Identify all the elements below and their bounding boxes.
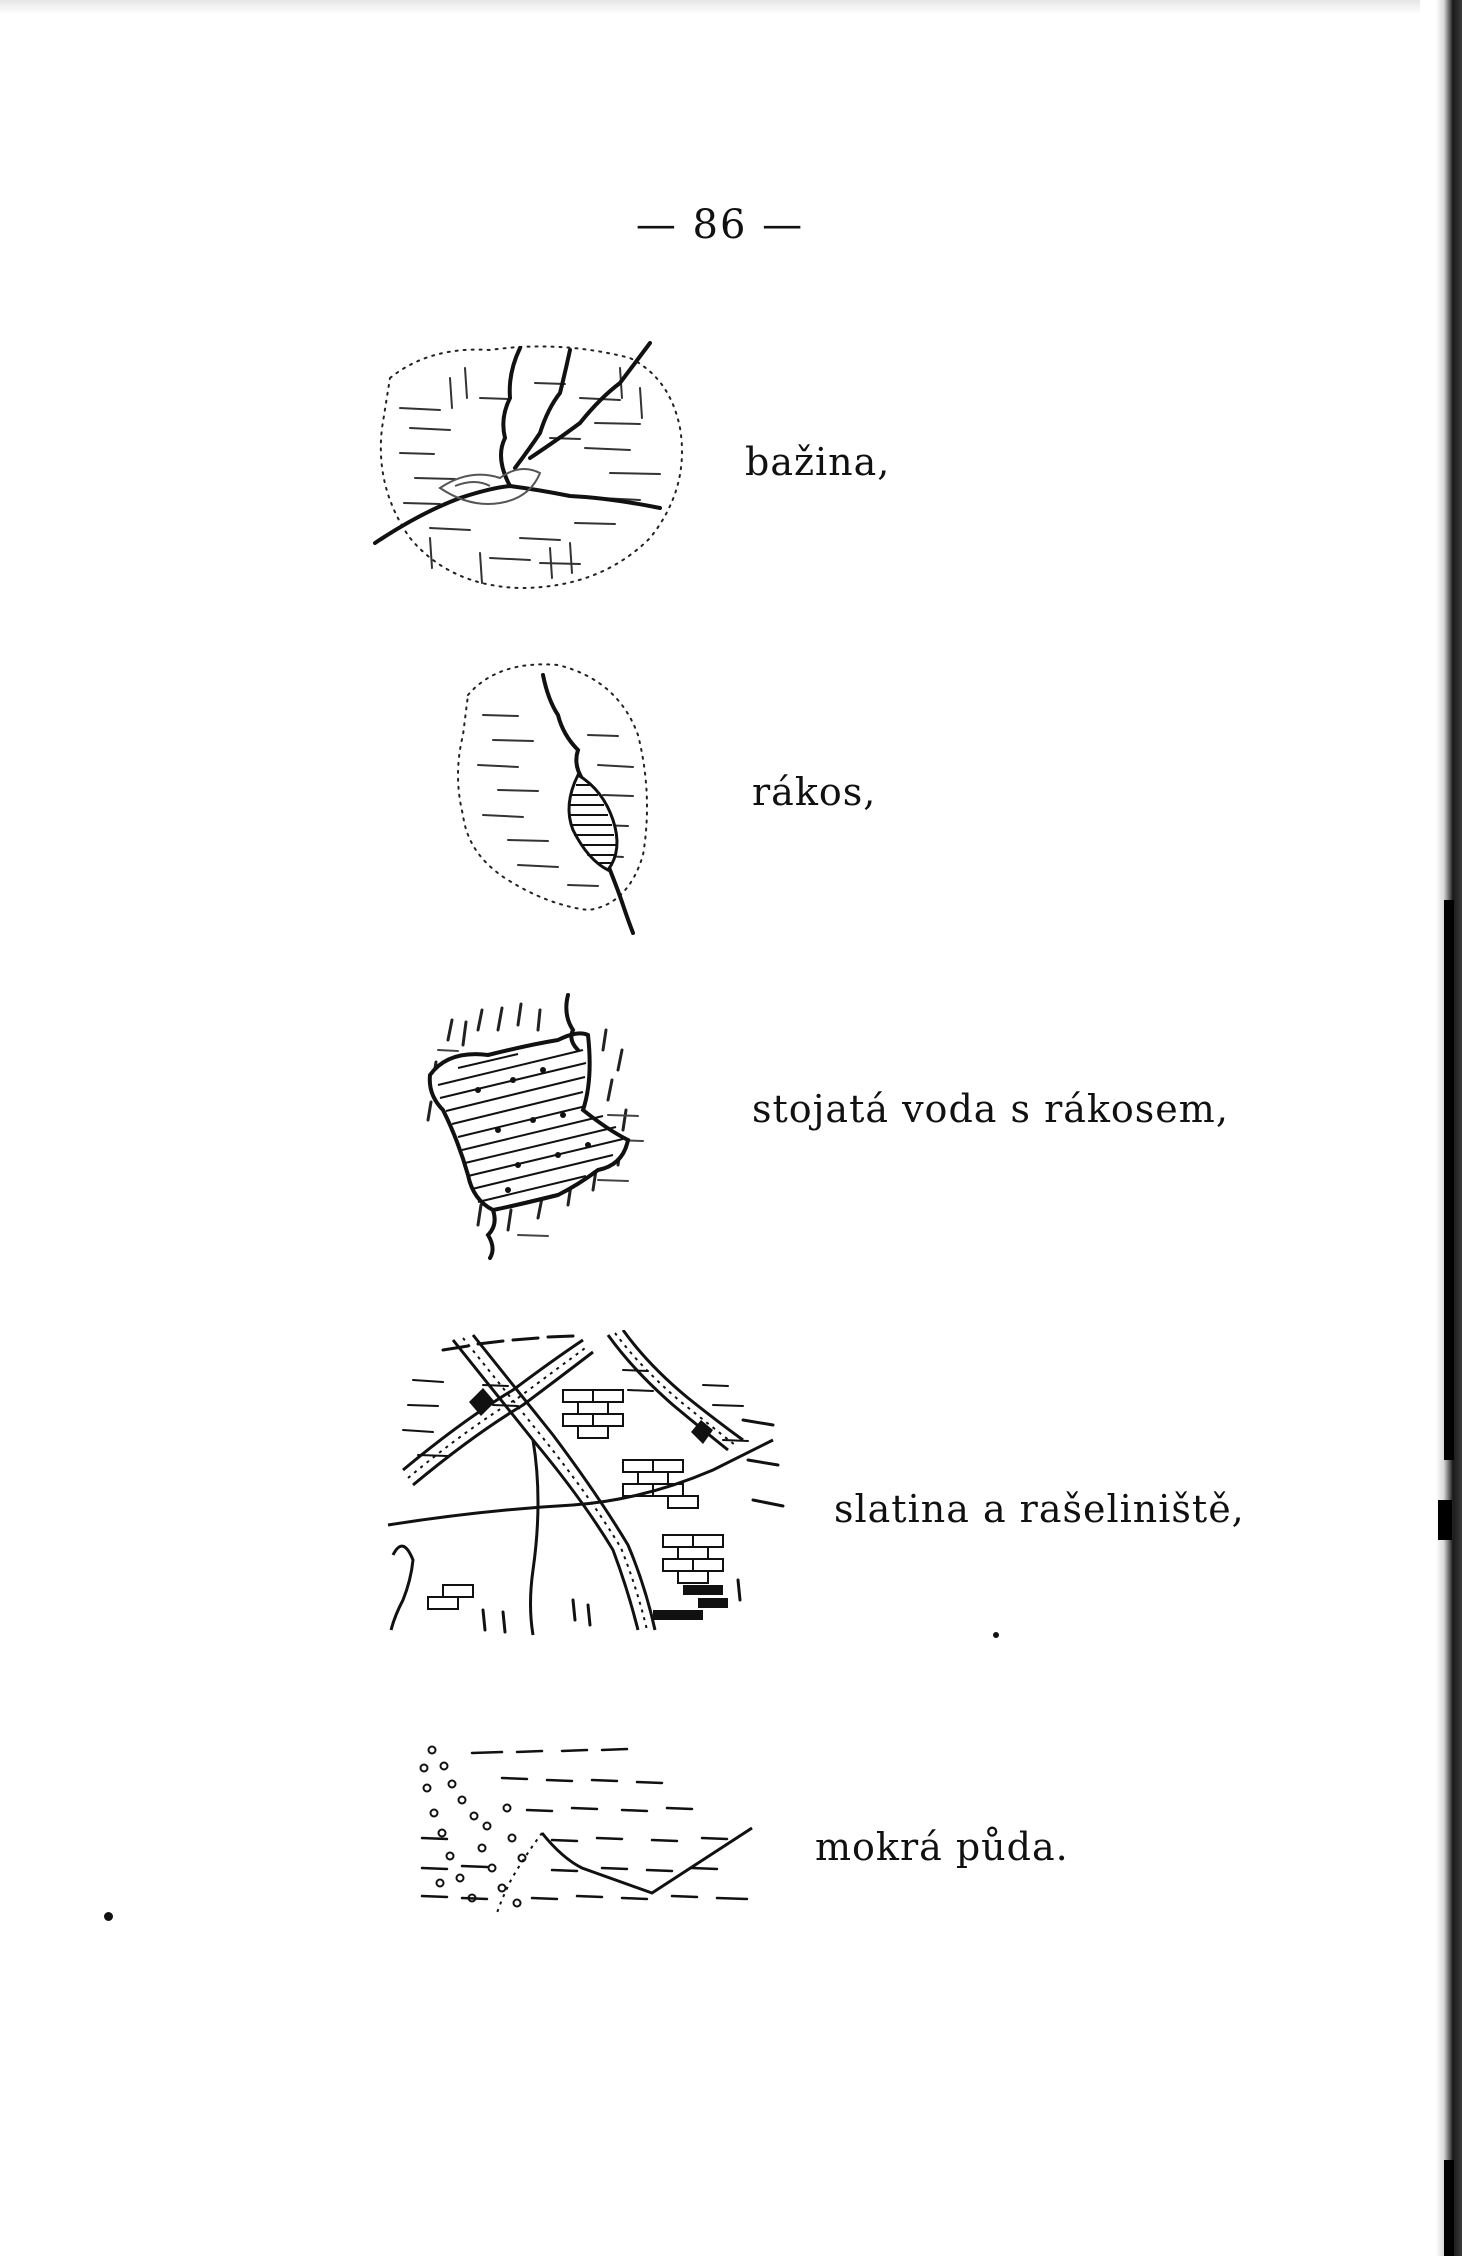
scan-edge-mark (1444, 2160, 1454, 2256)
legend-label-reeds: rákos, (752, 770, 877, 814)
reed-symbol (448, 655, 658, 935)
legend-label-still-water: stojatá voda s rákosem, (752, 1087, 1229, 1131)
peat-bog-symbol (383, 1330, 795, 1640)
scan-speck (104, 1912, 113, 1921)
legend-label-peat-bog: slatina a rašeliniště, (834, 1487, 1245, 1531)
scan-edge-mark (1444, 900, 1454, 1460)
scan-shadow-top (0, 0, 1420, 14)
wet-soil-symbol (412, 1738, 764, 1918)
swamp-symbol (370, 338, 700, 598)
page-number: — 86 — (635, 202, 805, 248)
scan-speck (993, 1632, 999, 1638)
scan-edge-mark (1438, 1500, 1452, 1540)
still-water-symbol (418, 990, 658, 1260)
legend-label-swamp: bažina, (745, 440, 891, 484)
legend-label-wet-soil: mokrá půda. (815, 1825, 1069, 1869)
